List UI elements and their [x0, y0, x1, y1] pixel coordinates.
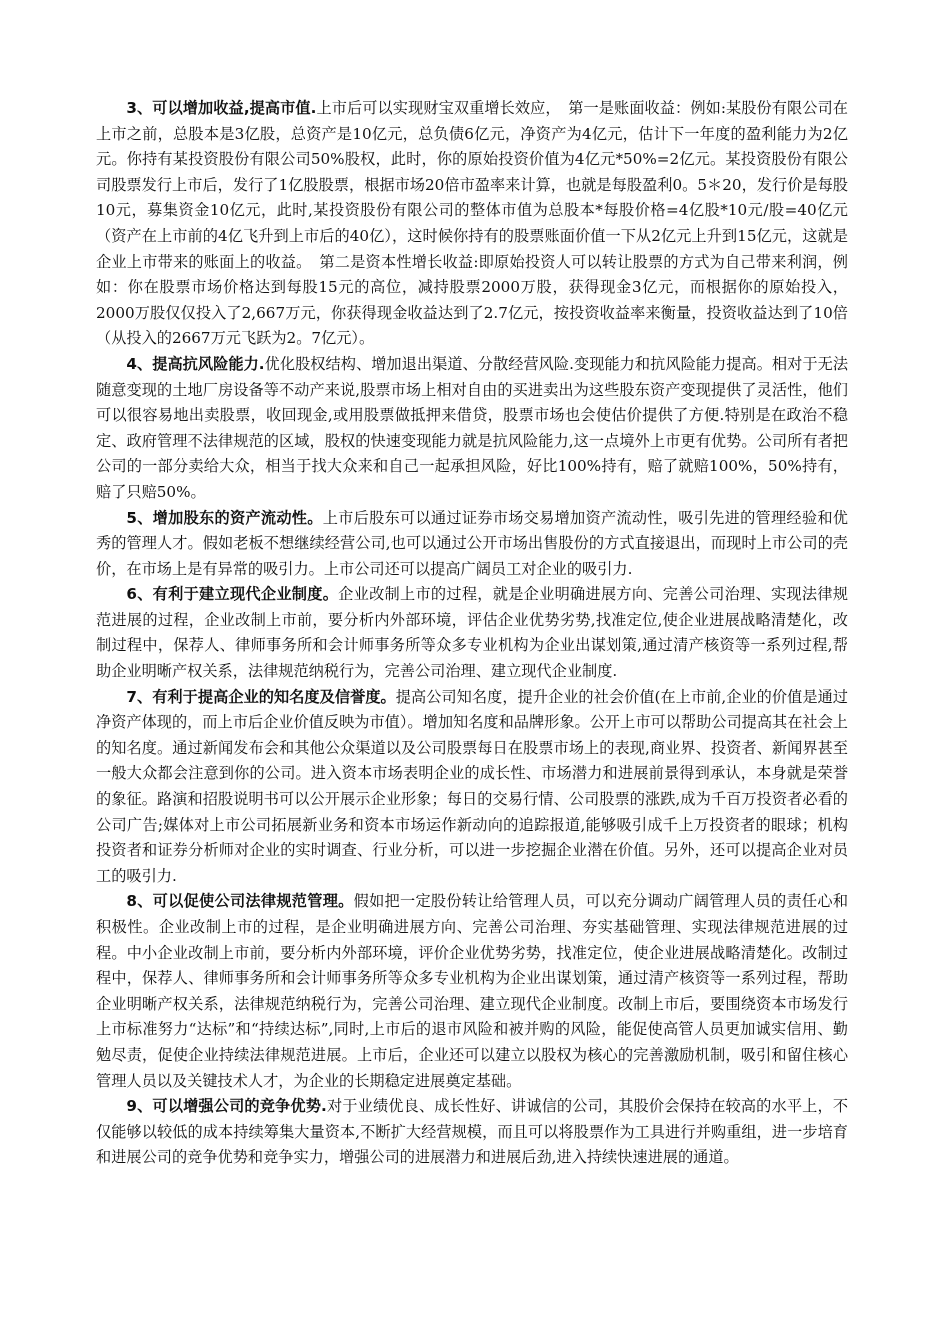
section-body: 上市后股东可以通过证券市场交易增加资产流动性，吸引先进的管理经验和优秀的管理人才。假如老板不想继续经营公司,也可以通过公开市场出售股份的方式直接退出，而现时上市公司的壳价，在市场上是有异常的吸引力。上市公司还可以提高广阔员工对企业的吸引力. [96, 508, 848, 578]
section-heading: 4、提高抗风险能力. [126, 354, 265, 373]
section-body: 上市后可以实现财宝双重增长效应， 第一是账面收益：例如:某股份有限公司在上市之前，总股本是3亿股，总资产是10亿元，总负债6亿元，净资产为4亿元，估计下一年度的盈利能力为2亿元。你持有某投资股份有限公司50%股权，此时，你的原始投资价值为4亿元*50%=2亿元。某投资股份有限公司股票发行上市后，发行了1亿股股票，根据市场20倍市盈率来计算，也就是每股盈利0。5＊20，发行价是每股10元，募集资金10亿元，此时,某投资股份有限公司的整体市值为总股本*每股价格=4亿股*10元/股=40亿元（资产在上市前的4亿飞升到上市后的40亿），这时候你持有的股票账面价值一下从2亿元上升到15亿元，这就是企业上市带来的账面上的收益。 第二是资本性增长收益:即原始投资人可以转让股票的方式为自己带来利润，例如：你在股票市场价格达到每股15元的高位，减持股票2000万股，获得现金3亿元，而根据你的原始投入，2000万股仅仅投入了2,667万元，你获得现金收益达到了2.7亿元，按投资收益率来衡量，投资收益达到了10倍（从投入的2667万元飞跃为2。7亿元）。 [96, 99, 848, 348]
section-body: 对于业绩优良、成长性好、讲诚信的公司，其股价会保持在较高的水平上，不仅能够以较低的成本持续筹集大量资本,不断扩大经营规模，而且可以将股票作为工具进行并购重组，进一步培育和进展公司的竞争优势和竞争实力，增强公司的进展潜力和进展后劲,进入持续快速进展的通道。 [96, 1097, 849, 1167]
section-6 [96, 582, 848, 684]
section-body: 优化股权结构、增加退出渠道、分散经营风险.变现能力和抗风险能力提高。相对于无法随意变现的土地厂房设备等不动产来说,股票市场上相对自由的买进卖出为这些股东资产变现提供了灵活性，他们可以很容易地出卖股票，收回现金,或用股票做抵押来借贷，股票市场也会使估价提供了方便.特别是在政治不稳定、政府管理不法律规范的区域，股权的快速变现能力就是抗风险能力,这一点境外上市更有优势。公司所有者把公司的一部分卖给大众，相当于找大众来和自己一起承担风险，好比100%持有，赔了就赔100%，50%持有，赔了只赔50%。 [96, 354, 849, 501]
document-page [96, 96, 848, 1171]
section-body: 提高公司知名度，提升企业的社会价值(在上市前,企业的价值是通过净资产体现的，而上市后企业价值反映为市值）。增加知名度和品牌形象。公开上市可以帮助公司提高其在社会上的知名度。通过新闻发布会和其他公众渠道以及公司股票每日在股票市场上的表现,商业界、投资者、新闻界甚至一般大众都会注意到你的公司。进入资本市场表明企业的成长性、市场潜力和进展前景得到承认，本身就是荣誉的象征。路演和招股说明书可以公开展示企业形象；每日的交易行情、公司股票的涨跌,成为千百万投资者必看的公司广告;媒体对上市公司拓展新业务和资本市场运作新动向的追踪报道,能够吸引成千上万投资者的眼球；机构投资者和证券分析师对企业的实时调查、行业分析，可以进一步挖掘企业潜在价值。另外，还可以提高企业对员工的吸引力. [96, 687, 848, 885]
section-5 [96, 506, 848, 583]
section-heading: 6、有利于建立现代企业制度。 [126, 585, 339, 604]
section-body: 假如把一定股份转让给管理人员，可以充分调动广阔管理人员的责任心和积极性。企业改制上市的过程，是企业明确进展方向、完善公司治理、夯实基础管理、实现法律规范进展的过程。中小企业改制上市前，要分析内外部环境，评价企业优势劣势，找准定位，使企业进展战略清楚化。改制过程中，保荐人、律师事务所和会计师事务所等众多专业机构为企业出谋划策，通过清产核资等一系列过程，帮助企业明晰产权关系，法律规范纳税行为，完善公司治理、建立现代企业制度。改制上市后，要围绕资本市场发行上市标准努力“达标”和“持续达标”,同时,上市后的退市风险和被并购的风险，能促使高管人员更加诚实信用、勤勉尽责，促使企业持续法律规范进展。上市后，企业还可以建立以股权为核心的完善激励机制，吸引和留住核心管理人员以及关键技术人才，为企业的长期稳定进展奠定基础。 [96, 892, 849, 1090]
section-3 [96, 96, 848, 352]
section-heading: 9、可以增强公司的竞争优势. [126, 1097, 327, 1116]
section-heading: 7、有利于提高企业的知名度及信誉度。 [126, 687, 396, 706]
section-7 [96, 685, 848, 890]
section-9 [96, 1094, 848, 1171]
section-heading: 5、增加股东的资产流动性。 [126, 508, 323, 527]
section-4 [96, 352, 848, 506]
section-heading: 8、可以促使公司法律规范管理。 [126, 892, 354, 911]
section-body: 企业改制上市的过程，就是企业明确进展方向、完善公司治理、实现法律规范进展的过程，企业改制上市前，要分析内外部环境，评估企业优势劣势,找准定位,使企业进展战略清楚化，改制过程中，保荐人、律师事务所和会计师事务所等众多专业机构为企业出谋划策,通过清产核资等一系列过程,帮助企业明晰产权关系，法律规范纳税行为，完善公司治理、建立现代企业制度. [96, 585, 848, 681]
section-8 [96, 889, 848, 1094]
section-heading: 3、可以增加收益,提高市值. [126, 99, 317, 117]
